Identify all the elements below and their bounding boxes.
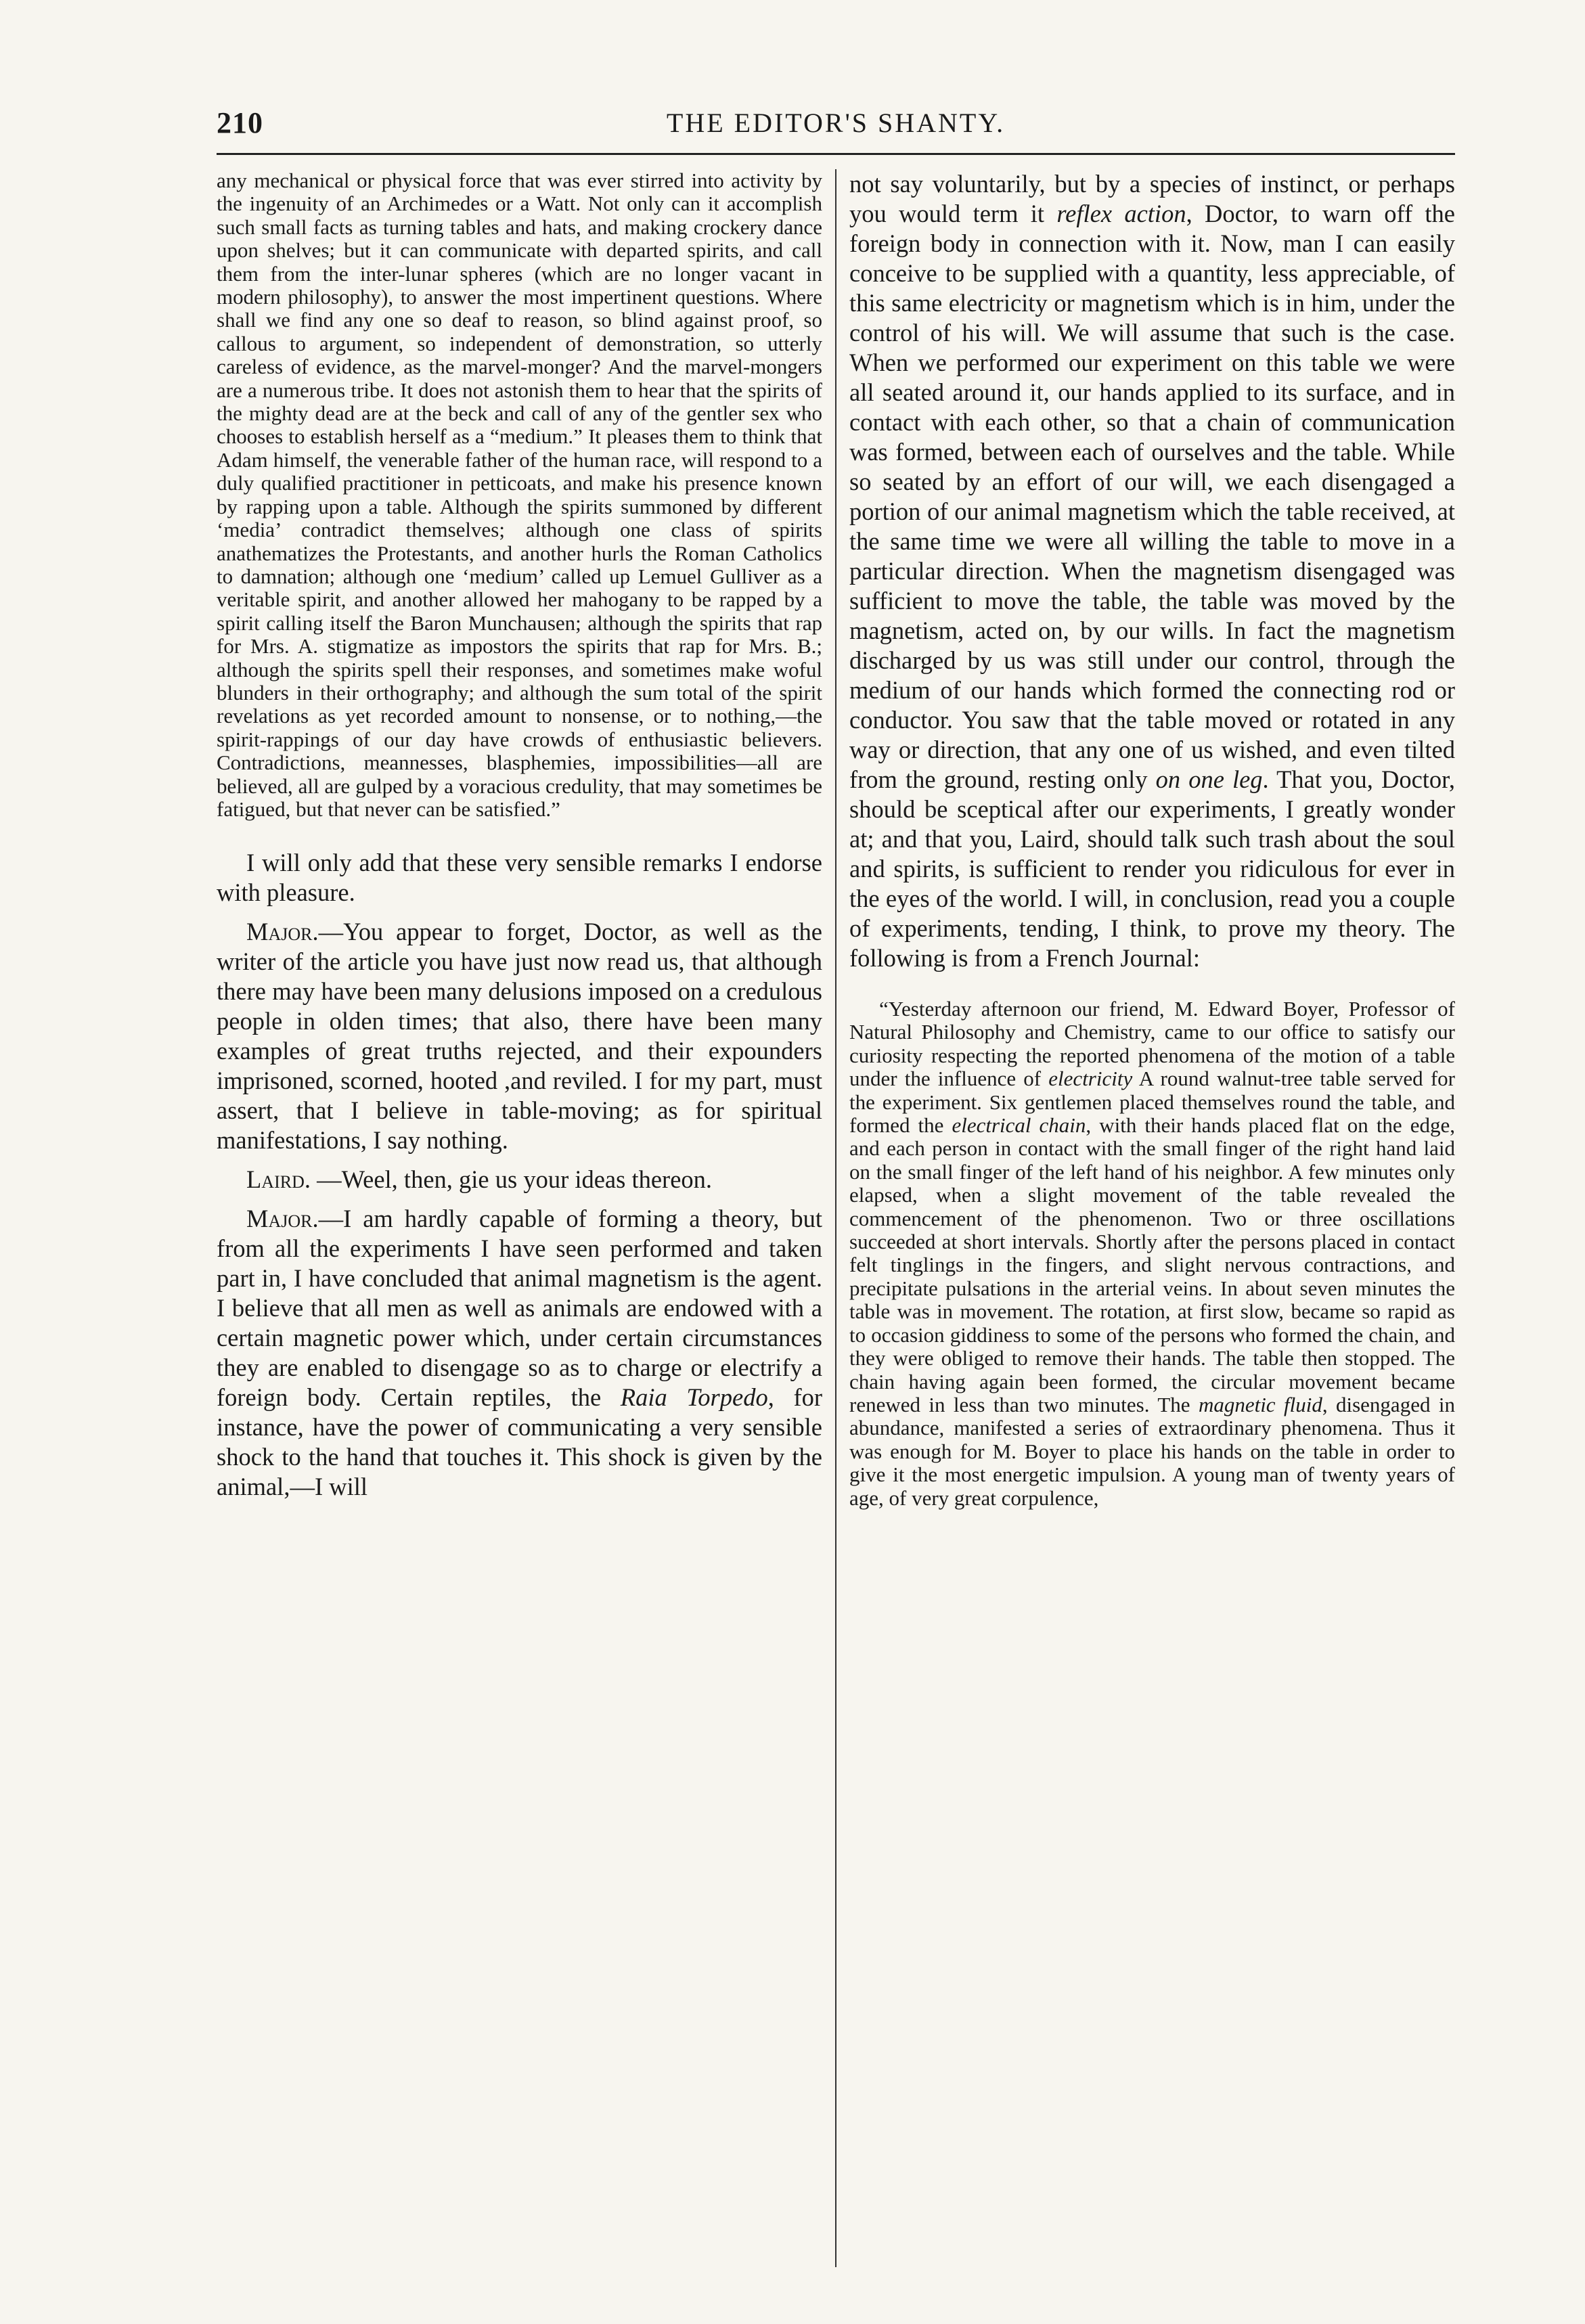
paragraph xyxy=(217,1204,822,1502)
italic-term: magnetic fluid xyxy=(1198,1392,1322,1416)
speaker-name: Major. xyxy=(246,1205,319,1233)
paragraph xyxy=(849,169,1455,973)
header-rule xyxy=(217,153,1455,155)
text-columns xyxy=(217,169,1455,2267)
right-column xyxy=(849,169,1455,2267)
column-divider xyxy=(835,169,836,2267)
paragraph-text: —Weel, then, gie us your ideas thereon. xyxy=(310,1165,713,1194)
running-title: THE EDITOR'S SHANTY. xyxy=(666,108,1006,138)
quote-text: , with their hands placed flat on the edge, and each person in contact with the small finger of the right hand laid on the small finger of the left hand of his neighbor. A few minutes only elapsed, when a slight movement of the table revealed the commencement of the phenomenon. Two or three oscillations succeeded at short intervals. Shortly after the persons placed in contact felt tinglings in the fingers, and slight nervous contractions, and precipitate pulsations in the arterial veins. In about seven minutes the table was in movement. The rotation, at first slow, became so rapid as to occasion giddiness to some of the persons who formed the chain, and they were obliged to remove their hands. The table then stopped. The chain having again been formed, the circular movement became renewed in less than two minutes. The xyxy=(849,1113,1455,1416)
paragraph: I will only add that these very sensible remarks I endorse with pleasure. xyxy=(217,849,822,907)
quote-text: , disengaged in abundance, manifested a series of extraordinary phenomena. Thus it was enough for M. Boyer to place his hands on the table in order to give it the most energetic impulsion. A young man of twenty years of age, of very great corpulence, xyxy=(849,1392,1455,1510)
paragraph xyxy=(217,1165,822,1194)
speaker-name: Laird. xyxy=(246,1165,311,1194)
paragraph xyxy=(217,917,822,1155)
quote-text: “Yesterday afternoon our friend, M. Edward Boyer, Professor of Natural Philosophy and Chemistry, came to our office to satisfy our curiosity respecting the reported phenomena of the motion of a table under the influence of xyxy=(849,997,1455,1091)
italic-term: Raia Torpedo xyxy=(620,1383,768,1412)
paragraph-text: not say voluntarily, but by a species of instinct, or perhaps you would term it xyxy=(849,170,1455,227)
italic-term: electrical chain xyxy=(952,1113,1086,1138)
italic-term: on one leg xyxy=(1155,765,1263,793)
speaker-name: Major. xyxy=(246,918,319,946)
paragraph-text: . That you, Doctor, should be sceptical after our experiments, I greatly wonder at; and that you, Laird, should talk such trash about the soul and spirits, is sufficient to render you ridiculous for ever in the eyes of the world. I will, in conclusion, read you a couple of experiments, tending, I think, to prove my theory. The following is from a French Journal: xyxy=(849,765,1455,972)
paragraph-text: —I am hardly capable of forming a theory, but from all the experiments I have seen performed and taken part in, I have concluded that animal magnetism is the agent. I believe that all men as well as animals are endowed with a certain magnetic power which, under certain circumstances they are enabled to disengage so as to charge or electrify a foreign body. Certain reptiles, the xyxy=(217,1205,822,1412)
page-number: 210 xyxy=(217,106,263,139)
left-column xyxy=(217,169,822,2267)
paragraph-text: , for instance, have the power of communicating a very sensible shock to the hand that touches it. This shock is given by the animal,—I will xyxy=(217,1383,822,1501)
quote-text: A round walnut-tree table served for the experiment. Six gentlemen placed themselves round the table, and formed the xyxy=(849,1067,1455,1138)
quoted-journal-extract xyxy=(849,998,1455,1510)
page xyxy=(217,102,1455,2267)
italic-term: reflex action xyxy=(1056,200,1186,227)
page-header xyxy=(217,102,1455,149)
paragraph-text: —You appear to forget, Doctor, as well as the writer of the article you have just now read us, that although there may have been many delusions imposed on a credulous people in olden times; that also, there have been many examples of great truths rejected, and their expounders imprisoned, scorned, hooted ,and reviled. I for my part, must assert, that I believe in table-moving; as for spiritual manifestations, I say nothing. xyxy=(217,918,822,1155)
quote-continuation: any mechanical or physical force that was ever stirred into activity by the ingenuity of an Archimedes or a Watt. Not only can it accomplish such small facts as turning tables and hats, and making crockery dance upon shelves; but it can communicate with departed spirits, and call them from the inter-lunar spheres (which are no longer vacant in modern philosophy), to answer the most impertinent questions. Where shall we find any one so deaf to reason, so blind against proof, so callous to argument, so independent of demonstration, so utterly careless of evidence, as the marvel-monger? And the marvel-mongers are a numerous tribe. It does not astonish them to hear that the spirits of the mighty dead are at the beck and call of any of the gentler sex who chooses to establish herself as a “medium.” It pleases them to think that Adam himself, the venerable father of the human race, will respond to a duly qualified practitioner in petticoats, and make his presence known by rapping upon a table. Although the spirits summoned by different ‘media’ contradict themselves; although one class of spirits anathematizes the Protestants, and another hurls the Roman Catholics to damnation; although one ‘medium’ called up Lemuel Gulliver as a veritable spirit, and another allowed her mahogany to be rapped by a spirit calling itself the Baron Munchausen; although the spirits that rap for Mrs. A. stigmatize as impostors the spirits that rap for Mrs. B.; although the spirits spell their responses, and sometimes make woful blunders in their orthography; and although the sum total of the spirit revelations as yet recorded amount to nonsense, or to nothing,—the spirit-rappings of our day have crowds of enthusiastic believers. Contradictions, meannesses, blasphemies, impossibilities—all are believed, all are gulped by a voracious credulity, that may sometimes be fatigued, but that never can be satisfied.” xyxy=(217,169,822,821)
italic-term: electricity xyxy=(1048,1067,1133,1091)
paragraph-text: , Doctor, to warn off the foreign body in connection with it. Now, man I can easily conceive to be supplied with a quantity, less appreciable, of this same electricity or magnetism which is in him, under the control of his will. We will assume that such is the case. When we performed our experiment on this table we were all seated around it, our hands applied to its surface, and in contact with each other, so that a chain of communication was formed, between each of ourselves and the table. While so seated by an effort of our will, we each disengaged a portion of our animal magnetism which the table received, at the same time we were all willing the table to move in a particular direction. When the magnetism disengaged was sufficient to move the table, the table was moved by the magnetism, acted on, by our wills. In fact the magnetism discharged by us was still under our control, through the medium of our hands which formed the connecting rod or conductor. You saw that the table moved or rotated in any way or direction, that any one of us wished, and even tilted from the ground, resting only xyxy=(849,200,1455,793)
